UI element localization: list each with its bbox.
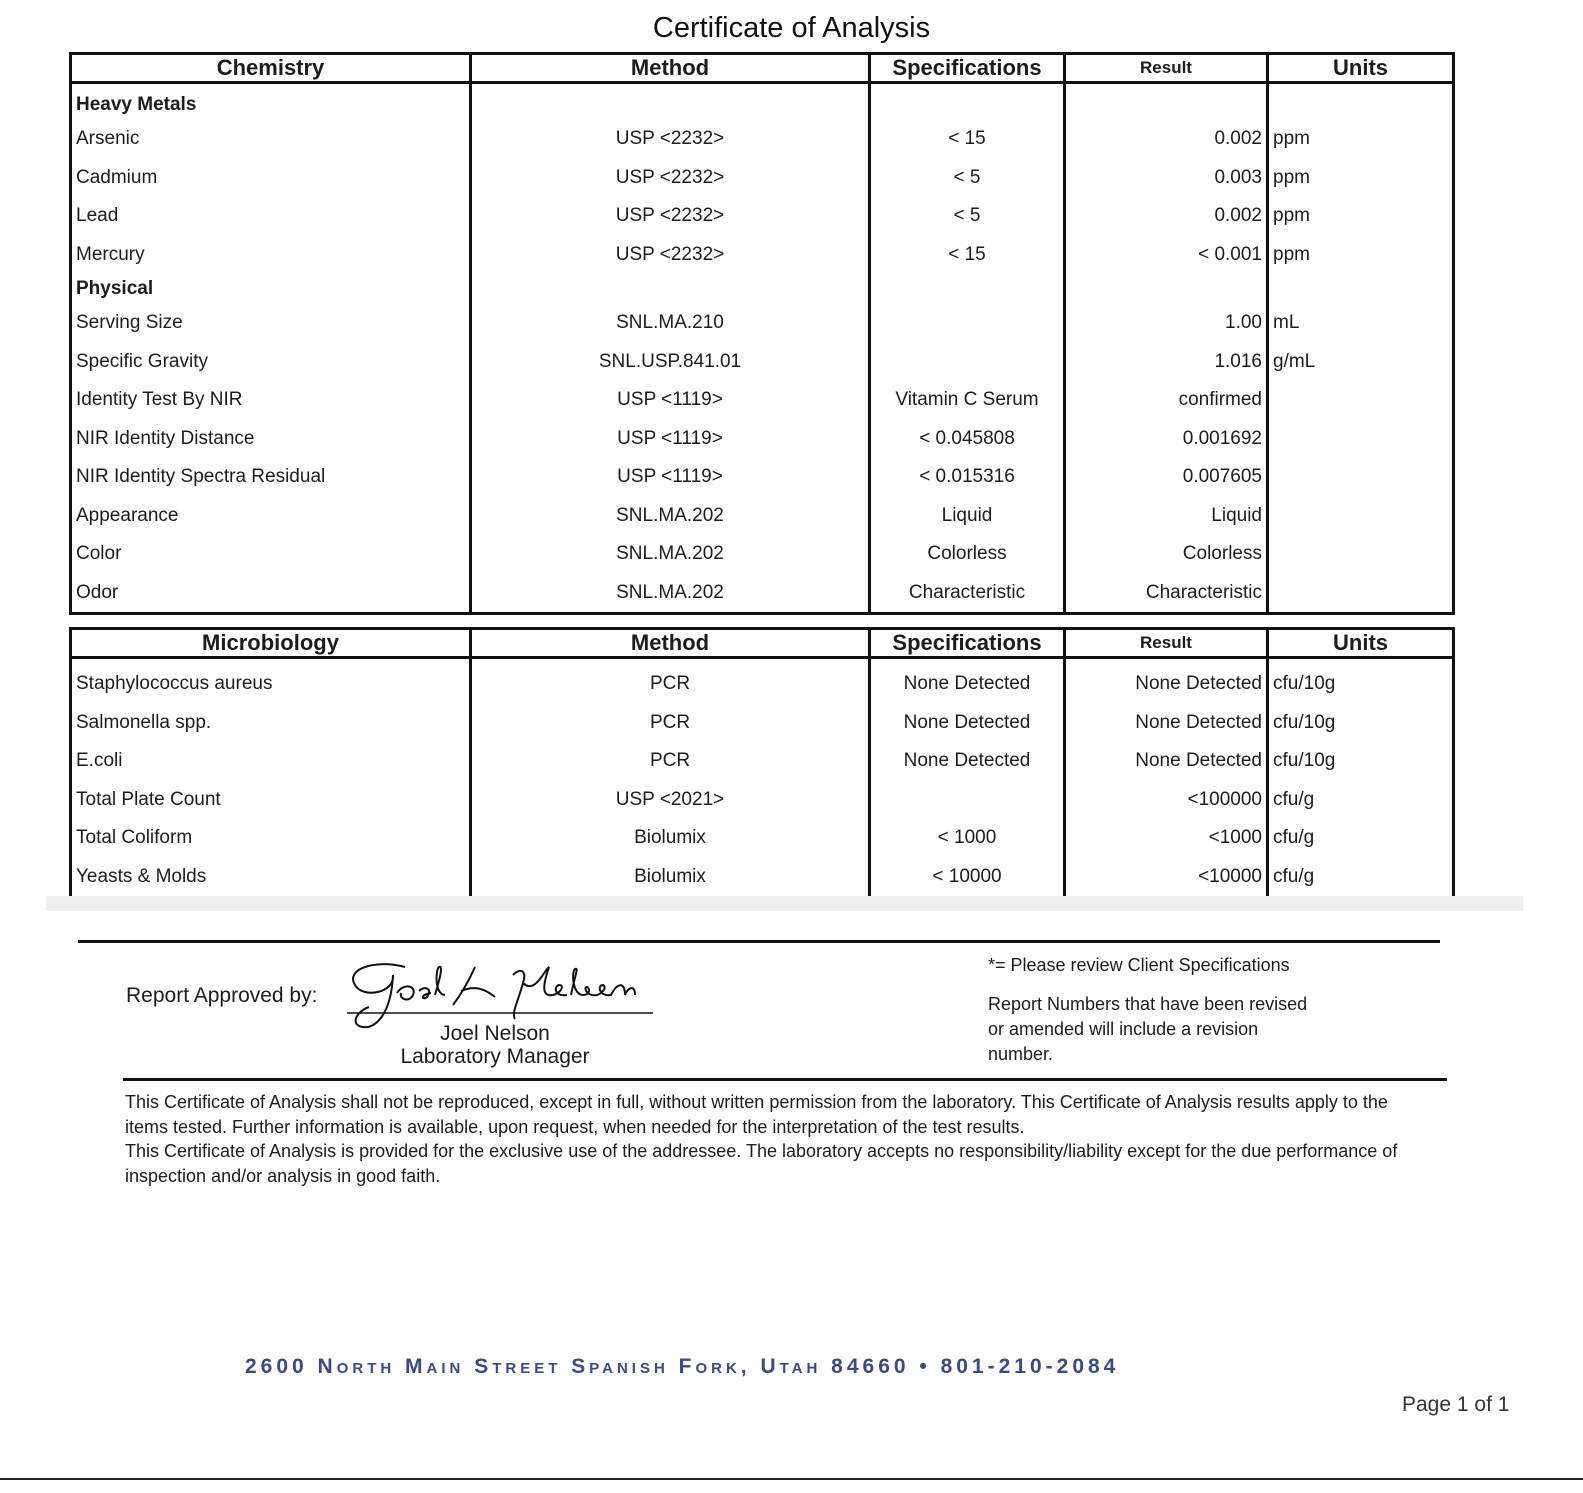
table-row xyxy=(71,343,1454,382)
row-method: SNL.MA.210 xyxy=(471,304,870,343)
row-method: USP <1119> xyxy=(471,420,870,459)
approved-by-label: Report Approved by: xyxy=(126,984,318,1007)
row-name: Salmonella spp. xyxy=(71,704,471,743)
row-units xyxy=(1268,381,1454,420)
row-units: cfu/10g xyxy=(1268,704,1454,743)
table-row xyxy=(71,535,1454,574)
row-name: Mercury xyxy=(71,236,471,275)
row-method: PCR xyxy=(471,658,870,704)
header-units: Units xyxy=(1268,629,1454,658)
header-microbiology: Microbiology xyxy=(71,629,471,658)
row-units: ppm xyxy=(1268,236,1454,275)
divider-bottom xyxy=(123,1078,1447,1081)
table-row xyxy=(71,236,1454,275)
row-result: Characteristic xyxy=(1065,574,1268,614)
row-result xyxy=(1065,274,1268,304)
chemistry-header-row xyxy=(71,54,1454,83)
row-spec: None Detected xyxy=(870,742,1065,781)
row-result: None Detected xyxy=(1065,704,1268,743)
row-units xyxy=(1268,535,1454,574)
row-spec: < 0.015316 xyxy=(870,458,1065,497)
header-method: Method xyxy=(471,629,870,658)
group-label: Heavy Metals xyxy=(71,83,471,121)
table-row xyxy=(71,781,1454,820)
table-row xyxy=(71,458,1454,497)
row-name: Serving Size xyxy=(71,304,471,343)
row-result: 0.001692 xyxy=(1065,420,1268,459)
table-row xyxy=(71,381,1454,420)
approver-role: Laboratory Manager xyxy=(400,1045,590,1068)
row-spec xyxy=(870,304,1065,343)
row-name: Staphylococcus aureus xyxy=(71,658,471,704)
table-row xyxy=(71,197,1454,236)
row-method xyxy=(471,274,870,304)
row-spec: None Detected xyxy=(870,704,1065,743)
row-method: Biolumix xyxy=(471,858,870,898)
row-units: mL xyxy=(1268,304,1454,343)
row-name: Arsenic xyxy=(71,120,471,159)
row-result: <1000 xyxy=(1065,819,1268,858)
row-method: USP <1119> xyxy=(471,458,870,497)
row-result: <100000 xyxy=(1065,781,1268,820)
row-units: ppm xyxy=(1268,120,1454,159)
row-result: None Detected xyxy=(1065,658,1268,704)
document-title: Certificate of Analysis xyxy=(652,12,931,44)
table-row xyxy=(71,159,1454,198)
row-method: PCR xyxy=(471,742,870,781)
row-result: confirmed xyxy=(1065,381,1268,420)
page-number: Page 1 of 1 xyxy=(1402,1393,1510,1416)
row-units: ppm xyxy=(1268,197,1454,236)
row-units: cfu/g xyxy=(1268,819,1454,858)
row-name: Specific Gravity xyxy=(71,343,471,382)
table-row xyxy=(71,120,1454,159)
divider-top xyxy=(78,940,1440,943)
row-spec: None Detected xyxy=(870,658,1065,704)
row-result: Liquid xyxy=(1065,497,1268,536)
row-spec: Vitamin C Serum xyxy=(870,381,1065,420)
row-name: Yeasts & Molds xyxy=(71,858,471,898)
row-result xyxy=(1065,83,1268,121)
row-spec: < 10000 xyxy=(870,858,1065,898)
disclaimer-line-1: This Certificate of Analysis shall not be reproduced, except in full, without written permission from the laboratory. This Certificate of Analysis results apply to the items tested. Further information is available, upon request, when needed for the interpretation of the test results. xyxy=(125,1092,1388,1137)
table-row xyxy=(71,304,1454,343)
row-spec xyxy=(870,83,1065,121)
page-bottom-line xyxy=(0,1478,1583,1480)
row-method: USP <2232> xyxy=(471,197,870,236)
table-row xyxy=(71,497,1454,536)
row-spec: < 5 xyxy=(870,197,1065,236)
row-result: 1.00 xyxy=(1065,304,1268,343)
table-row xyxy=(71,704,1454,743)
row-result: < 0.001 xyxy=(1065,236,1268,275)
row-result: 0.002 xyxy=(1065,120,1268,159)
header-specifications: Specifications xyxy=(870,629,1065,658)
header-result: Result xyxy=(1065,54,1268,83)
row-units: g/mL xyxy=(1268,343,1454,382)
row-units: ppm xyxy=(1268,159,1454,198)
group-row xyxy=(71,274,1454,304)
row-spec xyxy=(870,343,1065,382)
row-name: Total Coliform xyxy=(71,819,471,858)
table-row xyxy=(71,742,1454,781)
row-result: <10000 xyxy=(1065,858,1268,898)
row-result: Colorless xyxy=(1065,535,1268,574)
row-result: 0.002 xyxy=(1065,197,1268,236)
row-units: cfu/g xyxy=(1268,781,1454,820)
row-spec: < 0.045808 xyxy=(870,420,1065,459)
approver xyxy=(390,1022,600,1068)
header-method: Method xyxy=(471,54,870,83)
approver-name: Joel Nelson xyxy=(440,1022,550,1045)
row-name: Total Plate Count xyxy=(71,781,471,820)
table-row xyxy=(71,819,1454,858)
row-method: USP <2232> xyxy=(471,159,870,198)
row-name: Odor xyxy=(71,574,471,614)
row-spec xyxy=(870,274,1065,304)
header-chemistry: Chemistry xyxy=(71,54,471,83)
row-name: NIR Identity Spectra Residual xyxy=(71,458,471,497)
revision-note: Report Numbers that have been revised or amended will include a revision number. xyxy=(988,994,1308,1064)
row-units xyxy=(1268,274,1454,304)
microbiology-header-row xyxy=(71,629,1454,658)
row-units xyxy=(1268,420,1454,459)
row-method: PCR xyxy=(471,704,870,743)
table-row xyxy=(71,420,1454,459)
client-spec-note: *= Please review Client Specifications xyxy=(988,955,1290,975)
table-row xyxy=(71,658,1454,704)
row-result: 0.007605 xyxy=(1065,458,1268,497)
row-method: SNL.MA.202 xyxy=(471,497,870,536)
row-method: SNL.MA.202 xyxy=(471,535,870,574)
row-spec: Colorless xyxy=(870,535,1065,574)
table-row xyxy=(71,574,1454,614)
disclaimer-line-2: This Certificate of Analysis is provided for the exclusive use of the addressee. The laboratory accepts no responsibility/liability except for the due performance of inspection and/or analysis in good faith. xyxy=(125,1141,1398,1186)
row-spec: Characteristic xyxy=(870,574,1065,614)
row-name: Cadmium xyxy=(71,159,471,198)
row-units xyxy=(1268,574,1454,614)
row-name: Identity Test By NIR xyxy=(71,381,471,420)
table-row xyxy=(71,858,1454,898)
scan-band xyxy=(46,896,1523,911)
row-units xyxy=(1268,497,1454,536)
row-name: Lead xyxy=(71,197,471,236)
chemistry-table xyxy=(69,52,1455,615)
disclaimer xyxy=(125,1090,1425,1188)
row-name: Appearance xyxy=(71,497,471,536)
microbiology-table xyxy=(69,627,1455,899)
notes xyxy=(988,953,1308,1067)
row-name: E.coli xyxy=(71,742,471,781)
row-units: cfu/10g xyxy=(1268,658,1454,704)
row-name: Color xyxy=(71,535,471,574)
row-method: USP <2232> xyxy=(471,120,870,159)
row-units: cfu/10g xyxy=(1268,742,1454,781)
row-units xyxy=(1268,83,1454,121)
row-spec xyxy=(870,781,1065,820)
row-method: SNL.MA.202 xyxy=(471,574,870,614)
group-label: Physical xyxy=(71,274,471,304)
row-spec: < 15 xyxy=(870,236,1065,275)
row-spec: Liquid xyxy=(870,497,1065,536)
row-result: 0.003 xyxy=(1065,159,1268,198)
row-spec: < 15 xyxy=(870,120,1065,159)
row-result: None Detected xyxy=(1065,742,1268,781)
header-specifications: Specifications xyxy=(870,54,1065,83)
row-method: USP <2021> xyxy=(471,781,870,820)
row-method: USP <1119> xyxy=(471,381,870,420)
row-units: cfu/g xyxy=(1268,858,1454,898)
row-method: USP <2232> xyxy=(471,236,870,275)
row-method: Biolumix xyxy=(471,819,870,858)
row-result: 1.016 xyxy=(1065,343,1268,382)
group-row xyxy=(71,83,1454,121)
row-method: SNL.USP.841.01 xyxy=(471,343,870,382)
header-units: Units xyxy=(1268,54,1454,83)
header-result: Result xyxy=(1065,629,1268,658)
row-method xyxy=(471,83,870,121)
row-name: NIR Identity Distance xyxy=(71,420,471,459)
row-spec: < 5 xyxy=(870,159,1065,198)
row-spec: < 1000 xyxy=(870,819,1065,858)
row-units xyxy=(1268,458,1454,497)
lab-address: 2600 North Main Street Spanish Fork, Utah 84660 • 801-210-2084 xyxy=(245,1355,1120,1378)
